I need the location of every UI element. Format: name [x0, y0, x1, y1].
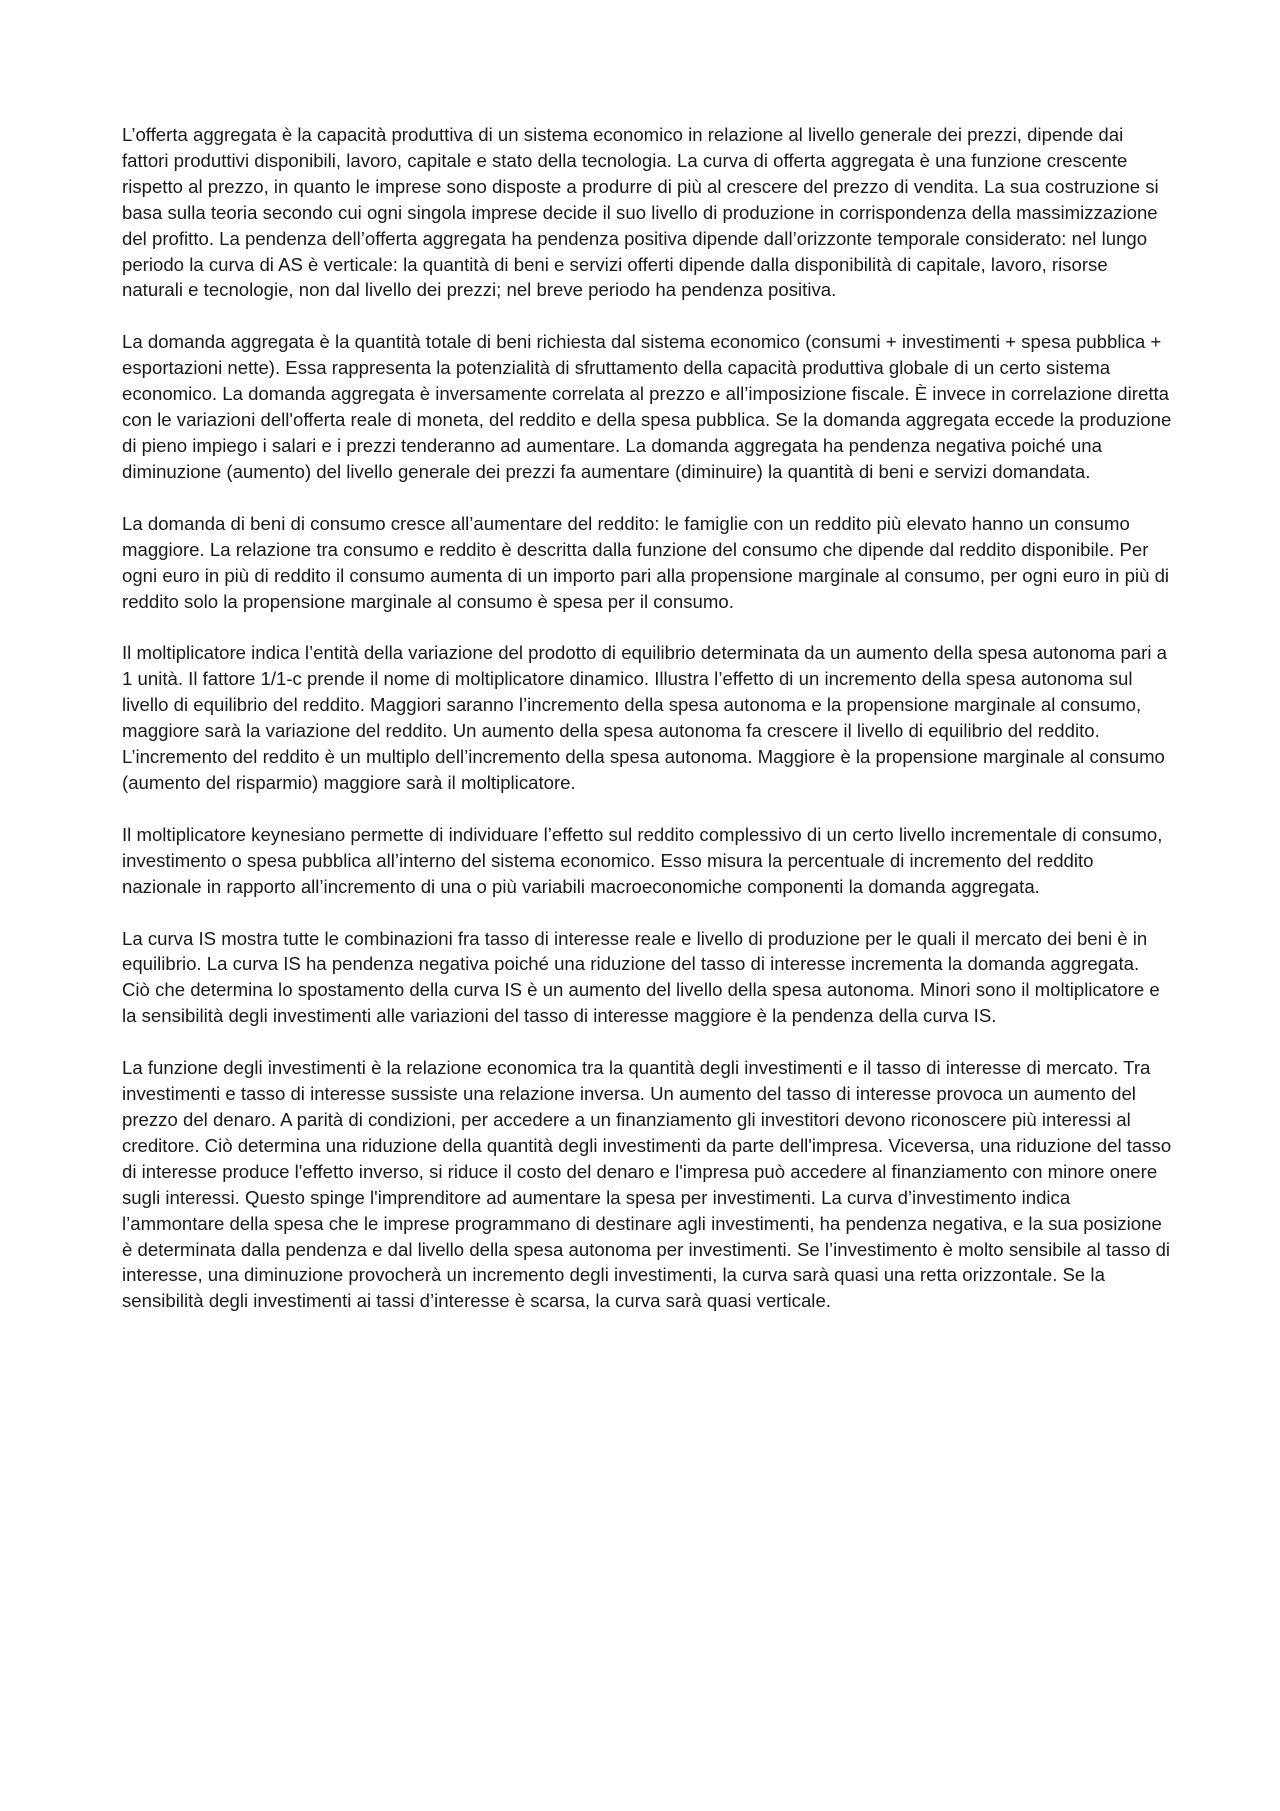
paragraph-aggregate-supply: L’offerta aggregata è la capacità produttiva di un sistema economico in relazione al livello generale dei prezzi, dipende dai fattori produttivi disponibili, lavoro, capitale e stato della tecnologia. La curva di offerta aggregata è una funzione crescente rispetto al prezzo, in quanto le imprese sono disposte a produrre di più al crescere del prezzo di vendita. La sua costruzione si basa sulla teoria secondo cui ogni singola imprese decide il suo livello di produzione in corrispondenza della massimizzazione del profitto. La pendenza dell’offerta aggregata ha pendenza positiva dipende dall’orizzonte temporale considerato: nel lungo periodo la curva di AS è verticale: la quantità di beni e servizi offerti dipende dalla disponibilità di capitale, lavoro, risorse naturali e tecnologie, non dal livello dei prezzi; nel breve periodo ha pendenza positiva. [122, 124, 1159, 301]
paragraph-investment-function: La funzione degli investimenti è la relazione economica tra la quantità degli investimenti e il tasso di interesse di mercato. Tra investimenti e tasso di interesse sussiste una relazione inversa. Un aumento del tasso di interesse provoca un aumento del prezzo del denaro. A parità di condizioni, per accedere a un finanziamento gli investitori devono riconoscere più interessi al creditore. Ciò determina una riduzione della quantità degli investimenti da parte dell'impresa. Viceversa, una riduzione del tasso di interesse produce l'effetto inverso, si riduce il costo del denaro e l'impresa può accedere al finanziamento con minore onere sugli interessi. Questo spinge l'imprenditore ad aumentare la spesa per investimenti. La curva d’investimento indica l’ammontare della spesa che le imprese programmano di destinare agli investimenti, ha pendenza negativa, e la sua posizione è determinata dalla pendenza e dal livello della spesa autonoma per investimenti. Se l’investimento è molto sensibile al tasso di interesse, una diminuzione provocherà un incremento degli investimenti, la curva sarà quasi una retta orizzontale. Se la sensibilità degli investimenti ai tassi d’interesse è scarsa, la curva sarà quasi verticale. [122, 1057, 1172, 1312]
paragraph-multiplier: Il moltiplicatore indica l’entità della variazione del prodotto di equilibrio determinata da un aumento della spesa autonoma pari a 1 unità. Il fattore 1/1-c prende il nome di moltiplicatore dinamico. Illustra l’effetto di un incremento della spesa autonoma sul livello di equilibrio del reddito. Maggiori saranno l’incremento della spesa autonoma e la propensione marginale al consumo, maggiore sarà la variazione del reddito. Un aumento della spesa autonoma fa crescere il livello di equilibrio del reddito. L’incremento del reddito è un multiplo dell’incremento della spesa autonoma. Maggiore è la propensione marginale al consumo (aumento del risparmio) maggiore sarà il moltiplicatore. [122, 642, 1167, 793]
paragraph-consumption: La domanda di beni di consumo cresce all’aumentare del reddito: le famiglie con un reddito più elevato hanno un consumo maggiore. La relazione tra consumo e reddito è descritta dalla funzione del consumo che dipende dal reddito disponibile. Per ogni euro in più di reddito il consumo aumenta di un importo pari alla propensione marginale al consumo, per ogni euro in più di reddito solo la propensione marginale al consumo è spesa per il consumo. [122, 512, 1170, 612]
paragraph-is-curve: La curva IS mostra tutte le combinazioni fra tasso di interesse reale e livello di produzione per le quali il mercato dei beni è in equilibrio. La curva IS ha pendenza negativa poiché una riduzione del tasso di interesse incrementa la domanda aggregata. Ciò che determina lo spostamento della curva IS è un aumento del livello della spesa autonoma. Minori sono il moltiplicatore e la sensibilità degli investimenti alle variazioni del tasso di interesse maggiore è la pendenza della curva IS. [122, 927, 1160, 1027]
paragraph-aggregate-demand: La domanda aggregata è la quantità totale di beni richiesta dal sistema economico (consumi + investimenti + spesa pubblica + esportazioni nette). Essa rappresenta la potenzialità di sfruttamento della capacità produttiva globale di un certo sistema economico. La domanda aggregata è inversamente correlata al prezzo e all’imposizione fiscale. È invece in correlazione diretta con le variazioni dell'offerta reale di moneta, del reddito e della spesa pubblica. Se la domanda aggregata eccede la produzione di pieno impiego i salari e i prezzi tenderanno ad aumentare. La domanda aggregata ha pendenza negativa poiché una diminuzione (aumento) del livello generale dei prezzi fa aumentare (diminuire) la quantità di beni e servizi domandata. [122, 331, 1172, 482]
paragraph-keynesian-multiplier: Il moltiplicatore keynesiano permette di individuare l’effetto sul reddito complessivo di un certo livello incrementale di consumo, investimento o spesa pubblica all’interno del sistema economico. Esso misura la percentuale di incremento del reddito nazionale in rapporto all’incremento di una o più variabili macroeconomiche componenti la domanda aggregata. [122, 823, 1163, 897]
text-column [122, 122, 1172, 1340]
